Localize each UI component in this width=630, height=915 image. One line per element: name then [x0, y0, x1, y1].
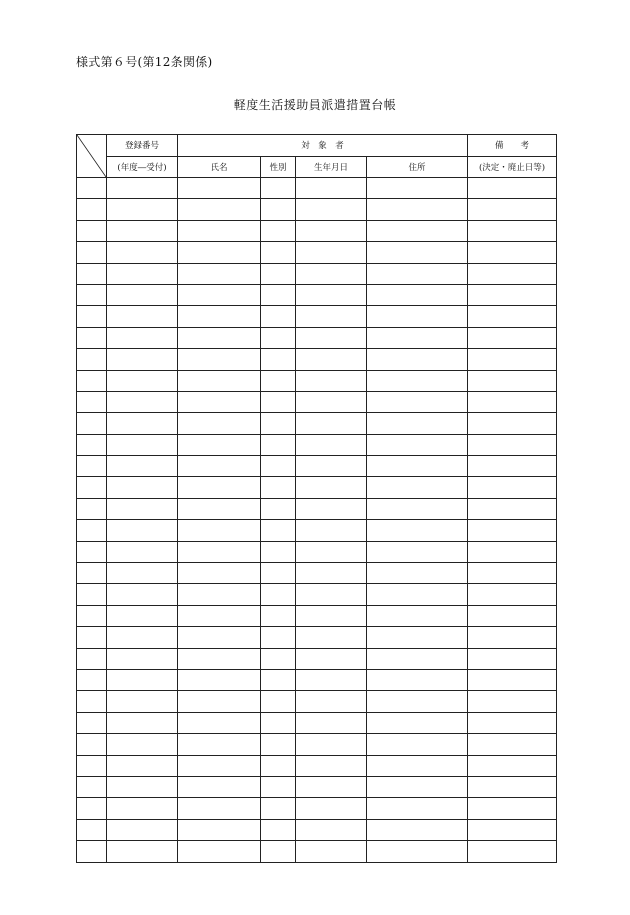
table-row [77, 413, 557, 434]
form-number: 様式第６号(第12条関係) [76, 55, 213, 69]
gender-cell [261, 798, 296, 819]
table-row [77, 242, 557, 263]
row-number-cell [77, 199, 107, 220]
name-cell [178, 220, 261, 241]
remarks-cell [468, 178, 557, 199]
name-cell [178, 434, 261, 455]
remarks-sub-header: (決定・廃止日等) [468, 156, 557, 178]
address-cell [367, 284, 468, 305]
birthdate-header: 生年月日 [296, 156, 367, 178]
registration-number-cell [107, 199, 178, 220]
name-cell [178, 712, 261, 733]
name-cell [178, 391, 261, 412]
registration-sub-header: (年度―受付) [107, 156, 178, 178]
name-cell [178, 413, 261, 434]
row-number-cell [77, 734, 107, 755]
name-cell [178, 456, 261, 477]
remarks-cell [468, 627, 557, 648]
registration-number-cell [107, 413, 178, 434]
row-number-cell [77, 691, 107, 712]
table-row [77, 434, 557, 455]
table-row [77, 349, 557, 370]
birthdate-cell [296, 477, 367, 498]
registration-number-cell [107, 605, 178, 626]
remarks-cell [468, 199, 557, 220]
gender-cell [261, 456, 296, 477]
address-cell [367, 327, 468, 348]
birthdate-cell [296, 841, 367, 862]
address-cell [367, 841, 468, 862]
table-row [77, 841, 557, 862]
birthdate-cell [296, 755, 367, 776]
birthdate-cell [296, 199, 367, 220]
table-row [77, 648, 557, 669]
registration-number-cell [107, 712, 178, 733]
table-row [77, 477, 557, 498]
birthdate-cell [296, 798, 367, 819]
row-number-cell [77, 776, 107, 797]
name-cell [178, 798, 261, 819]
remarks-cell [468, 841, 557, 862]
birthdate-cell [296, 627, 367, 648]
birthdate-cell [296, 220, 367, 241]
birthdate-cell [296, 712, 367, 733]
registration-number-cell [107, 627, 178, 648]
row-number-cell [77, 434, 107, 455]
remarks-cell [468, 691, 557, 712]
remarks-cell [468, 776, 557, 797]
gender-cell [261, 178, 296, 199]
table-row [77, 199, 557, 220]
registration-number-cell [107, 498, 178, 519]
name-cell [178, 178, 261, 199]
gender-cell [261, 199, 296, 220]
name-cell [178, 242, 261, 263]
birthdate-cell [296, 648, 367, 669]
gender-cell [261, 391, 296, 412]
remarks-cell [468, 520, 557, 541]
table-row [77, 627, 557, 648]
gender-cell [261, 776, 296, 797]
remarks-cell [468, 819, 557, 840]
row-number-cell [77, 648, 107, 669]
row-number-cell [77, 477, 107, 498]
address-cell [367, 349, 468, 370]
birthdate-cell [296, 391, 367, 412]
row-number-cell [77, 798, 107, 819]
birthdate-cell [296, 349, 367, 370]
gender-cell [261, 349, 296, 370]
address-cell [367, 391, 468, 412]
registration-number-cell [107, 306, 178, 327]
row-number-cell [77, 605, 107, 626]
table-row [77, 798, 557, 819]
gender-cell [261, 327, 296, 348]
address-cell [367, 370, 468, 391]
row-number-cell [77, 755, 107, 776]
remarks-cell [468, 284, 557, 305]
remarks-cell [468, 498, 557, 519]
gender-cell [261, 841, 296, 862]
remarks-cell [468, 434, 557, 455]
address-cell [367, 263, 468, 284]
birthdate-cell [296, 819, 367, 840]
table-row [77, 669, 557, 690]
remarks-cell [468, 391, 557, 412]
birthdate-cell [296, 776, 367, 797]
gender-cell [261, 370, 296, 391]
row-number-cell [77, 178, 107, 199]
remarks-cell [468, 648, 557, 669]
table-row [77, 520, 557, 541]
gender-cell [261, 242, 296, 263]
table-row [77, 605, 557, 626]
address-cell [367, 627, 468, 648]
table-row [77, 220, 557, 241]
row-number-cell [77, 841, 107, 862]
row-number-cell [77, 541, 107, 562]
gender-cell [261, 284, 296, 305]
registration-number-cell [107, 178, 178, 199]
name-cell [178, 349, 261, 370]
table-row [77, 819, 557, 840]
name-cell [178, 669, 261, 690]
remarks-cell [468, 349, 557, 370]
gender-cell [261, 434, 296, 455]
table-row [77, 734, 557, 755]
row-number-cell [77, 349, 107, 370]
registration-number-header: 登録番号 [107, 135, 178, 157]
registration-number-cell [107, 349, 178, 370]
gender-cell [261, 563, 296, 584]
name-cell [178, 627, 261, 648]
row-number-cell [77, 456, 107, 477]
name-cell [178, 691, 261, 712]
birthdate-cell [296, 306, 367, 327]
name-cell [178, 263, 261, 284]
remarks-cell [468, 669, 557, 690]
birthdate-cell [296, 691, 367, 712]
registration-number-cell [107, 327, 178, 348]
address-cell [367, 691, 468, 712]
row-number-cell [77, 819, 107, 840]
birthdate-cell [296, 370, 367, 391]
registration-number-cell [107, 284, 178, 305]
name-cell [178, 605, 261, 626]
remarks-cell [468, 456, 557, 477]
address-cell [367, 819, 468, 840]
address-cell [367, 178, 468, 199]
birthdate-cell [296, 669, 367, 690]
table-row [77, 456, 557, 477]
name-cell [178, 776, 261, 797]
remarks-cell [468, 563, 557, 584]
address-cell [367, 199, 468, 220]
gender-cell [261, 584, 296, 605]
table-row [77, 776, 557, 797]
name-cell [178, 498, 261, 519]
birthdate-cell [296, 413, 367, 434]
remarks-cell [468, 413, 557, 434]
birthdate-cell [296, 434, 367, 455]
table-row [77, 541, 557, 562]
birthdate-cell [296, 456, 367, 477]
gender-header: 性別 [261, 156, 296, 178]
name-cell [178, 477, 261, 498]
name-cell [178, 841, 261, 862]
diagonal-corner-cell [77, 135, 107, 178]
gender-cell [261, 755, 296, 776]
row-number-cell [77, 498, 107, 519]
gender-cell [261, 520, 296, 541]
birthdate-cell [296, 242, 367, 263]
registration-number-cell [107, 584, 178, 605]
remarks-cell [468, 605, 557, 626]
registration-number-cell [107, 242, 178, 263]
address-cell [367, 498, 468, 519]
registration-number-cell [107, 798, 178, 819]
remarks-cell [468, 712, 557, 733]
gender-cell [261, 263, 296, 284]
table-row [77, 563, 557, 584]
registration-number-cell [107, 220, 178, 241]
address-cell [367, 669, 468, 690]
address-cell [367, 306, 468, 327]
table-row [77, 370, 557, 391]
birthdate-cell [296, 563, 367, 584]
registration-number-cell [107, 648, 178, 669]
row-number-cell [77, 242, 107, 263]
row-number-cell [77, 584, 107, 605]
birthdate-cell [296, 541, 367, 562]
row-number-cell [77, 263, 107, 284]
address-cell [367, 798, 468, 819]
address-header: 住所 [367, 156, 468, 178]
table-row [77, 391, 557, 412]
remarks-cell [468, 370, 557, 391]
row-number-cell [77, 327, 107, 348]
remarks-cell [468, 541, 557, 562]
row-number-cell [77, 284, 107, 305]
registration-number-cell [107, 477, 178, 498]
remarks-cell [468, 584, 557, 605]
table-row [77, 178, 557, 199]
row-number-cell [77, 220, 107, 241]
name-cell [178, 819, 261, 840]
diagonal-line-icon [77, 135, 106, 177]
header-row-2 [77, 156, 557, 178]
address-cell [367, 520, 468, 541]
address-cell [367, 605, 468, 626]
subject-header: 対 象 者 [178, 135, 468, 157]
table-row [77, 712, 557, 733]
address-cell [367, 456, 468, 477]
remarks-cell [468, 755, 557, 776]
address-cell [367, 434, 468, 455]
gender-cell [261, 627, 296, 648]
registration-number-cell [107, 669, 178, 690]
address-cell [367, 413, 468, 434]
name-cell [178, 284, 261, 305]
registration-number-cell [107, 841, 178, 862]
registration-number-cell [107, 755, 178, 776]
table-row [77, 755, 557, 776]
birthdate-cell [296, 520, 367, 541]
address-cell [367, 712, 468, 733]
registration-number-cell [107, 819, 178, 840]
registration-number-cell [107, 434, 178, 455]
birthdate-cell [296, 327, 367, 348]
gender-cell [261, 413, 296, 434]
gender-cell [261, 498, 296, 519]
address-cell [367, 734, 468, 755]
address-cell [367, 477, 468, 498]
gender-cell [261, 691, 296, 712]
table-row [77, 284, 557, 305]
name-header: 氏名 [178, 156, 261, 178]
registration-number-cell [107, 541, 178, 562]
registration-number-cell [107, 391, 178, 412]
remarks-cell [468, 242, 557, 263]
table-row [77, 584, 557, 605]
address-cell [367, 541, 468, 562]
document-title: 軽度生活援助員派遣措置台帳 [233, 98, 397, 112]
name-cell [178, 541, 261, 562]
birthdate-cell [296, 284, 367, 305]
address-cell [367, 220, 468, 241]
registration-number-cell [107, 456, 178, 477]
table-row [77, 498, 557, 519]
row-number-cell [77, 306, 107, 327]
registration-number-cell [107, 263, 178, 284]
address-cell [367, 776, 468, 797]
gender-cell [261, 541, 296, 562]
registration-number-cell [107, 734, 178, 755]
gender-cell [261, 306, 296, 327]
table-row [77, 306, 557, 327]
name-cell [178, 734, 261, 755]
remarks-header: 備 考 [468, 135, 557, 157]
registration-number-cell [107, 520, 178, 541]
row-number-cell [77, 391, 107, 412]
remarks-cell [468, 220, 557, 241]
remarks-cell [468, 327, 557, 348]
name-cell [178, 327, 261, 348]
remarks-cell [468, 263, 557, 284]
row-number-cell [77, 669, 107, 690]
remarks-cell [468, 477, 557, 498]
row-number-cell [77, 627, 107, 648]
remarks-cell [468, 306, 557, 327]
gender-cell [261, 605, 296, 626]
registration-number-cell [107, 370, 178, 391]
gender-cell [261, 819, 296, 840]
name-cell [178, 563, 261, 584]
registration-number-cell [107, 776, 178, 797]
birthdate-cell [296, 263, 367, 284]
name-cell [178, 306, 261, 327]
remarks-cell [468, 798, 557, 819]
header-row-1 [77, 135, 557, 157]
gender-cell [261, 712, 296, 733]
gender-cell [261, 669, 296, 690]
row-number-cell [77, 370, 107, 391]
row-number-cell [77, 520, 107, 541]
table-row [77, 327, 557, 348]
table-row [77, 691, 557, 712]
birthdate-cell [296, 584, 367, 605]
table-row [77, 263, 557, 284]
name-cell [178, 648, 261, 669]
ledger-table [76, 134, 557, 863]
gender-cell [261, 648, 296, 669]
name-cell [178, 520, 261, 541]
row-number-cell [77, 563, 107, 584]
name-cell [178, 199, 261, 220]
registration-number-cell [107, 563, 178, 584]
address-cell [367, 648, 468, 669]
birthdate-cell [296, 734, 367, 755]
remarks-cell [468, 734, 557, 755]
birthdate-cell [296, 498, 367, 519]
gender-cell [261, 477, 296, 498]
address-cell [367, 242, 468, 263]
row-number-cell [77, 413, 107, 434]
birthdate-cell [296, 178, 367, 199]
gender-cell [261, 220, 296, 241]
gender-cell [261, 734, 296, 755]
name-cell [178, 370, 261, 391]
address-cell [367, 563, 468, 584]
birthdate-cell [296, 605, 367, 626]
registration-number-cell [107, 691, 178, 712]
name-cell [178, 584, 261, 605]
address-cell [367, 755, 468, 776]
row-number-cell [77, 712, 107, 733]
address-cell [367, 584, 468, 605]
name-cell [178, 755, 261, 776]
